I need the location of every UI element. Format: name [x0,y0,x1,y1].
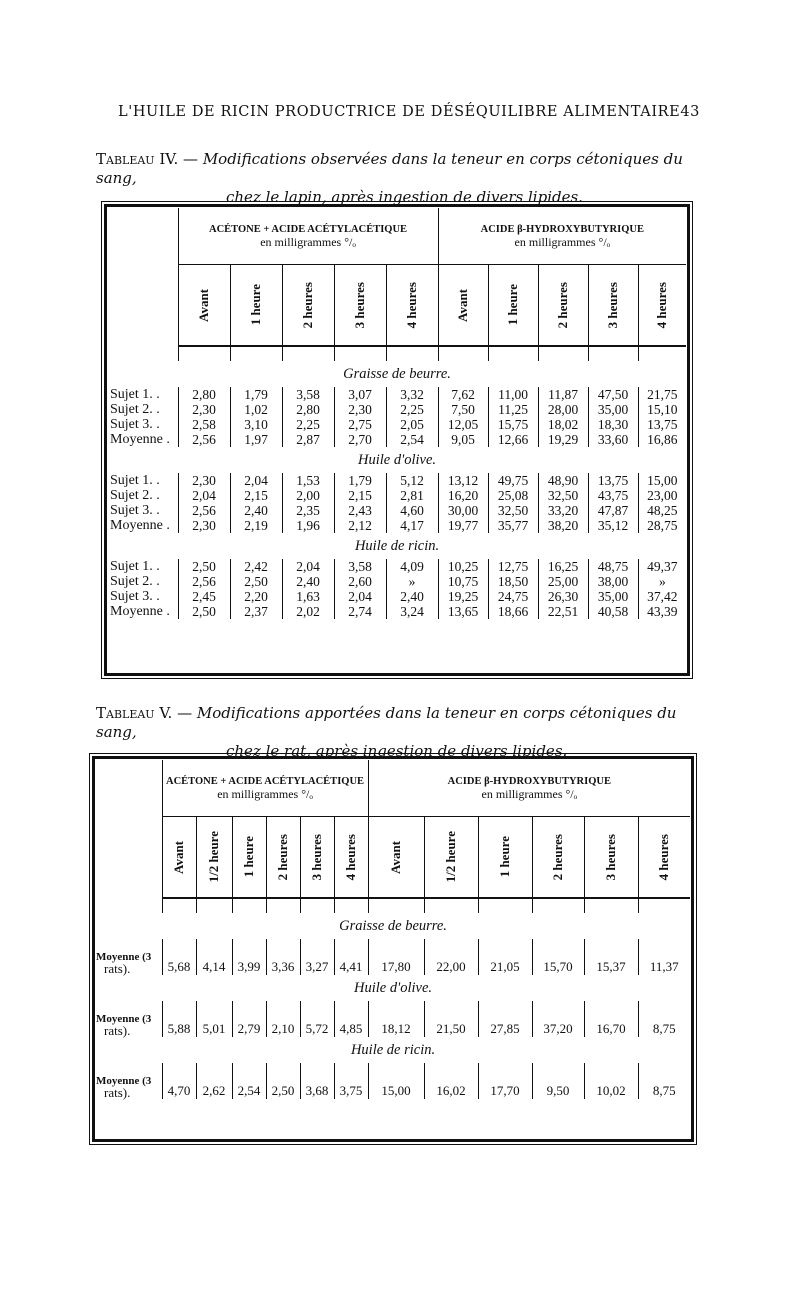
table-cell: 1,63 [282,589,334,604]
table-cell: 2,25 [282,417,334,432]
table-cell: 11,00 [488,387,538,402]
table-row [108,417,686,432]
row-label: Moyenne . [110,432,170,447]
table-cell: 19,77 [438,518,488,533]
table4-tick [588,346,638,361]
table-cell: 2,37 [230,604,282,619]
table4-caption-line2: chez le lapin, après ingestion de divers lipides. [226,188,583,206]
table5-tick [532,898,584,913]
table-cell: 16,70 [584,1001,638,1037]
table-row [108,574,686,589]
table4-tick [386,346,438,361]
running-head-title: L'HUILE DE RICIN PRODUCTRICE DE DÉSÉQUILIBRE ALIMENTAIRE [118,104,681,120]
table-cell: 2,40 [386,589,438,604]
table-cell: 3,68 [300,1063,334,1099]
table-cell: 2,56 [178,574,230,589]
table-cell: 18,12 [368,1001,424,1037]
row-label: Sujet 3. . [110,589,160,604]
table5-tick [162,898,196,913]
table-cell: 2,54 [386,432,438,447]
table-cell: 3,36 [266,939,300,975]
table-cell: 2,10 [266,1001,300,1037]
table4-corner [108,265,178,347]
table-cell: 2,50 [178,604,230,619]
table4-tick [230,346,282,361]
table-cell: 18,02 [538,417,588,432]
table-row [108,503,686,518]
row-label [96,1063,162,1099]
table-cell: 2,54 [232,1063,266,1099]
table-cell: 2,58 [178,417,230,432]
row-label: Sujet 3. . [110,503,160,518]
table5-colhead-label: 1/2 heure [206,831,221,883]
table-cell: 2,02 [282,604,334,619]
table-cell: 2,75 [334,417,386,432]
table-cell: 3,99 [232,939,266,975]
table5-tick [232,898,266,913]
table5-colhead-b-5 [638,817,690,899]
table4-tick [282,346,334,361]
table4-tick [178,346,230,361]
table-cell: 2,45 [178,589,230,604]
table-cell: » [638,574,686,589]
table-cell: 2,50 [230,574,282,589]
table-cell: 17,70 [478,1063,532,1099]
table5-colhead-label: 4 heures [343,833,358,881]
table4-colhead-a-0 [178,265,230,347]
table-cell: 26,30 [538,589,588,604]
table4-group2-unit: en milligrammes °/ₒ [514,235,611,249]
table4-section-row [108,533,686,559]
table-cell: 22,51 [538,604,588,619]
row-label: Sujet 2. . [110,402,160,417]
table5-colhead-b-2 [478,817,532,899]
table-cell: 22,00 [424,939,478,975]
row-label: Sujet 1. . [110,387,160,402]
table5 [96,760,690,1099]
table4 [108,208,686,619]
table-cell: 43,75 [588,488,638,503]
table5-colhead-b-3 [532,817,584,899]
row-label-line2: rats). [104,961,131,976]
table-cell: 2,40 [282,574,334,589]
table-cell: 1,79 [230,387,282,402]
table5-colhead-label: 1/2 heure [443,831,459,883]
table-cell: 15,10 [638,402,686,417]
table-cell: 15,00 [368,1063,424,1099]
table5-group2-header [368,760,690,817]
table5-colhead-label: Avant [171,840,186,874]
table-cell: » [386,574,438,589]
table-cell: 25,00 [538,574,588,589]
table4-colhead-b-3 [588,265,638,347]
table5-colhead-a-3 [266,817,300,899]
table-cell: 40,58 [588,604,638,619]
table-cell: 1,53 [282,473,334,488]
table-cell: 4,14 [196,939,232,975]
table4-colhead-a-3 [334,265,386,347]
table4-colhead-label: Avant [455,288,471,322]
table-cell: 33,20 [538,503,588,518]
table4-colhead-label: 1 heure [505,284,521,326]
table5-corner [96,817,162,899]
table4-colhead-b-1 [488,265,538,347]
table4-section-title: Graisse de beurre. [343,365,451,382]
table5-colhead-label: 4 heures [656,833,672,881]
row-label: Sujet 1. . [110,473,160,488]
table-cell: 4,09 [386,559,438,574]
table-cell: 2,15 [334,488,386,503]
row-label: Moyenne . [110,518,170,533]
table-cell: 2,42 [230,559,282,574]
table-cell: 3,10 [230,417,282,432]
row-label: Sujet 1. . [110,559,160,574]
table-cell: 2,87 [282,432,334,447]
table4-tick-corner [108,346,178,361]
table-cell: 23,00 [638,488,686,503]
table-cell: 16,86 [638,432,686,447]
table5-group2-unit: en milligrammes °/ₒ [481,787,578,801]
table-cell: 2,20 [230,589,282,604]
table-cell: 4,60 [386,503,438,518]
table-cell: 10,02 [584,1063,638,1099]
table-cell: 11,87 [538,387,588,402]
table4-colhead-label: 3 heures [352,281,367,329]
table-cell: 49,75 [488,473,538,488]
table-cell: 13,12 [438,473,488,488]
table-cell: 9,50 [532,1063,584,1099]
table5-caption [96,704,716,761]
table5-section-row [96,1037,690,1063]
table-cell: 18,66 [488,604,538,619]
table5-section-title: Huile de ricin. [350,1041,436,1058]
table4-colhead-label: 4 heures [404,281,420,329]
table5-colhead-label: Avant [388,840,404,874]
table-cell: 4,41 [334,939,368,975]
table-cell: 13,75 [638,417,686,432]
table-cell: 35,77 [488,518,538,533]
table-cell: 15,37 [584,939,638,975]
row-label-line2: rats). [104,1085,131,1100]
table-cell: 2,80 [178,387,230,402]
table-cell: 12,75 [488,559,538,574]
table-cell: 12,05 [438,417,488,432]
table-cell: 43,39 [638,604,686,619]
table4-section-title: Huile d'olive. [358,451,437,468]
table-cell: 5,72 [300,1001,334,1037]
table-row [108,589,686,604]
table-cell: 2,19 [230,518,282,533]
row-label: Moyenne . [110,604,170,619]
table-cell: 19,29 [538,432,588,447]
table-cell: 2,43 [334,503,386,518]
table-row [108,432,686,447]
table5-section-title: Graisse de beurre. [339,917,447,934]
table-cell: 25,08 [488,488,538,503]
table-cell: 3,24 [386,604,438,619]
table-cell: 2,62 [196,1063,232,1099]
table5-colhead-label: 3 heures [603,833,619,881]
table4-tick [438,346,488,361]
table-cell: 13,75 [588,473,638,488]
table-cell: 2,35 [282,503,334,518]
table-cell: 13,65 [438,604,488,619]
table5-colhead-label: 1 heure [241,836,256,878]
table4-group1-title: ACÉTONE + ACIDE ACÉTYLACÉTIQUE [209,224,408,235]
table-cell: 3,58 [282,387,334,402]
table4-section-row [108,447,686,473]
table5-section-title: Huile d'olive. [354,979,433,996]
table5-caption-line2: chez le rat, après ingestion de divers lipides. [226,742,568,760]
row-label-line1: Moyenne (3 [96,951,152,963]
row-label [96,939,162,975]
row-label-line1: Moyenne (3 [96,1013,152,1025]
table-cell: 48,75 [588,559,638,574]
table-cell: 5,12 [386,473,438,488]
table4-tick [538,346,588,361]
table5-tick [300,898,334,913]
table-cell: 2,30 [334,402,386,417]
table-cell: 5,68 [162,939,196,975]
table-row [96,1001,690,1037]
table-cell: 3,58 [334,559,386,574]
table-cell: 2,40 [230,503,282,518]
table4-colhead-label: 3 heures [605,281,621,329]
table4-section-row [108,361,686,387]
table-cell: 7,50 [438,402,488,417]
table4-colhead-label: Avant [196,288,211,322]
table4-colhead-a-4 [386,265,438,347]
table-cell: 10,25 [438,559,488,574]
table-cell: 2,15 [230,488,282,503]
table5-section-row [96,975,690,1001]
table5-colhead-label: 2 heures [275,833,290,881]
table-cell: 2,50 [266,1063,300,1099]
table5-colhead-a-4 [300,817,334,899]
table-cell: 2,74 [334,604,386,619]
table-cell: 18,50 [488,574,538,589]
table5-tick [584,898,638,913]
table-cell: 21,50 [424,1001,478,1037]
table-cell: 3,32 [386,387,438,402]
table-cell: 3,75 [334,1063,368,1099]
table-cell: 2,04 [282,559,334,574]
table-cell: 2,12 [334,518,386,533]
table4-caption [96,150,716,207]
table5-label: Tableau V. [96,704,173,722]
table-cell: 2,04 [178,488,230,503]
table-cell: 21,75 [638,387,686,402]
table5-colhead-label: 1 heure [497,836,513,878]
table-cell: 35,12 [588,518,638,533]
table5-tick [266,898,300,913]
table-cell: 16,02 [424,1063,478,1099]
table-cell: 5,01 [196,1001,232,1037]
row-label-line1: Moyenne (3 [96,1075,152,1087]
table4-colhead-a-1 [230,265,282,347]
table-cell: 16,25 [538,559,588,574]
table-cell: 17,80 [368,939,424,975]
row-label-line2: rats). [104,1023,131,1038]
table-cell: 35,00 [588,402,638,417]
table5-group1-header [162,760,368,817]
table-cell: 24,75 [488,589,538,604]
table-cell: 2,04 [334,589,386,604]
table4-colhead-b-4 [638,265,686,347]
table-cell: 49,37 [638,559,686,574]
table-cell: 2,30 [178,518,230,533]
table-cell: 2,81 [386,488,438,503]
table-cell: 48,25 [638,503,686,518]
table5-section-row [96,913,690,939]
table-row [96,1063,690,1099]
table4-group1-unit: en milligrammes °/ₒ [260,235,356,249]
table-cell: 32,50 [538,488,588,503]
table-row [108,518,686,533]
table5-group1-unit: en milligrammes °/ₒ [217,787,313,801]
table-cell: 28,75 [638,518,686,533]
table5-colhead-a-1 [196,817,232,899]
table5-caption-line1: — Modifications apportées dans la teneur en corps cétoniques du sang, [96,704,677,741]
table5-colhead-b-0 [368,817,424,899]
table5-colhead-label: 2 heures [550,833,566,881]
table-row [108,473,686,488]
table-row [108,559,686,574]
table-cell: 27,85 [478,1001,532,1037]
table-cell: 4,17 [386,518,438,533]
table5-colhead-a-0 [162,817,196,899]
table5-tick [334,898,368,913]
table-row [108,488,686,503]
table5-colhead-b-1 [424,817,478,899]
table-cell: 12,66 [488,432,538,447]
table4-caption-line1: — Modifications observées dans la teneur en corps cétoniques du sang, [96,150,683,187]
table4-colhead-label: 2 heures [300,281,315,329]
table-cell: 1,79 [334,473,386,488]
table5-colhead-a-5 [334,817,368,899]
table-row [96,939,690,975]
table5-tick [638,898,690,913]
table-cell: 47,50 [588,387,638,402]
table-cell: 2,80 [282,402,334,417]
table-cell: 2,30 [178,473,230,488]
table4-colhead-b-2 [538,265,588,347]
table-cell: 7,62 [438,387,488,402]
table4-colhead-a-2 [282,265,334,347]
table5-group1-title: ACÉTONE + ACIDE ACÉTYLACÉTIQUE [165,776,365,787]
table4-tick [638,346,686,361]
table5-tick [424,898,478,913]
table-cell: 2,60 [334,574,386,589]
table-cell: 2,00 [282,488,334,503]
table4-section-title: Huile de ricin. [354,537,440,554]
table-cell: 5,88 [162,1001,196,1037]
table-cell: 1,97 [230,432,282,447]
table-cell: 11,37 [638,939,690,975]
row-label: Sujet 3. . [110,417,160,432]
table4-tick [488,346,538,361]
table5-colhead-b-4 [584,817,638,899]
table-row [108,387,686,402]
table-cell: 35,00 [588,589,638,604]
table4-label: Tableau IV. [96,150,179,168]
table-cell: 33,60 [588,432,638,447]
table-cell: 15,70 [532,939,584,975]
table-cell: 10,75 [438,574,488,589]
table-cell: 1,96 [282,518,334,533]
table-cell: 2,04 [230,473,282,488]
table5-group2-title: ACIDE β-HYDROXYBUTYRIQUE [447,776,611,787]
table-cell: 38,00 [588,574,638,589]
table4-group2-title: ACIDE β-HYDROXYBUTYRIQUE [480,224,644,235]
table-cell: 2,79 [232,1001,266,1037]
row-label: Sujet 2. . [110,574,160,589]
table4-group2-header [438,208,686,265]
table-cell: 3,27 [300,939,334,975]
table-cell: 2,56 [178,503,230,518]
table5-tick [478,898,532,913]
table-cell: 37,20 [532,1001,584,1037]
table-cell: 15,00 [638,473,686,488]
table4-colhead-label: 4 heures [654,281,670,329]
row-label [96,1001,162,1037]
table-cell: 4,70 [162,1063,196,1099]
table4-tick [334,346,386,361]
table-row [108,402,686,417]
table-cell: 28,00 [538,402,588,417]
table-cell: 38,20 [538,518,588,533]
table5-tick [368,898,424,913]
table-cell: 8,75 [638,1001,690,1037]
table5-colhead-label: 3 heures [309,833,324,881]
table-cell: 2,05 [386,417,438,432]
table-cell: 19,25 [438,589,488,604]
table-cell: 47,87 [588,503,638,518]
table-cell: 1,02 [230,402,282,417]
table-cell: 8,75 [638,1063,690,1099]
table-row [108,604,686,619]
table4-group1-header [178,208,438,265]
table4-colhead-label: 2 heures [555,281,571,329]
table4-colhead-label: 1 heure [248,284,263,326]
table-cell: 2,30 [178,402,230,417]
page-number: 43 [680,104,700,120]
table-cell: 4,85 [334,1001,368,1037]
table4-colhead-b-0 [438,265,488,347]
table-cell: 30,00 [438,503,488,518]
table5-tick-corner [96,898,162,913]
table-cell: 37,42 [638,589,686,604]
table-cell: 21,05 [478,939,532,975]
table-cell: 2,56 [178,432,230,447]
table-cell: 16,20 [438,488,488,503]
table-cell: 11,25 [488,402,538,417]
row-label: Sujet 2. . [110,488,160,503]
table-cell: 2,50 [178,559,230,574]
table-cell: 9,05 [438,432,488,447]
table5-colhead-a-2 [232,817,266,899]
table5-tick [196,898,232,913]
table-cell: 32,50 [488,503,538,518]
table-cell: 3,07 [334,387,386,402]
table-cell: 2,70 [334,432,386,447]
table-cell: 48,90 [538,473,588,488]
table-cell: 18,30 [588,417,638,432]
table-cell: 15,75 [488,417,538,432]
table-cell: 2,25 [386,402,438,417]
